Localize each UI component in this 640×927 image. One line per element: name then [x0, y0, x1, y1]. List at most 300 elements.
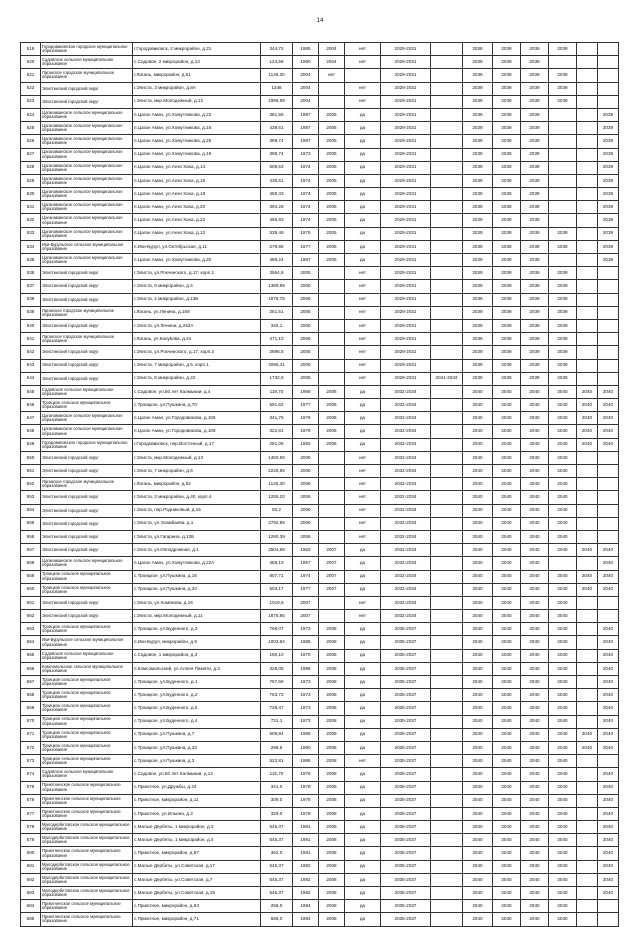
cell-year-built: 1982 — [293, 887, 319, 900]
cell-year-work-1: 2039 — [463, 122, 493, 135]
cell-year-built: 1963 — [293, 544, 319, 557]
table-row — [21, 69, 619, 82]
cell-year-work-2: 2040 — [493, 399, 521, 412]
cell-year-work-3: 2040 — [521, 438, 549, 451]
cell-year-built: 1987 — [293, 254, 319, 267]
cell-year-work-3: 2040 — [521, 662, 549, 675]
cell-period-primary: 2035-2037 — [381, 900, 431, 913]
cell-year-built: 2007 — [293, 610, 319, 623]
cell-period-secondary — [431, 662, 463, 675]
cell-period-secondary — [431, 240, 463, 253]
cell-period-secondary — [431, 385, 463, 398]
cell-year-built: 1973 — [293, 623, 319, 636]
cell-year-work-2: 2039 — [493, 82, 521, 95]
cell-overhaul-flag: нет — [345, 372, 381, 385]
cell-address: г.Лагань, микрорайон, д.52 — [133, 478, 261, 491]
cell-year-work-1: 2040 — [463, 610, 493, 623]
table-row — [21, 43, 619, 56]
cell-address: с.Троицкое, ул.Пушкина, д.70 — [133, 399, 261, 412]
table-row — [21, 161, 619, 174]
cell-period-secondary — [431, 161, 463, 174]
cell-period-secondary — [431, 319, 463, 332]
cell-year-work-4: 2040 — [549, 596, 577, 609]
cell-row-number: 543 — [21, 359, 41, 372]
cell-year-privatization: 2005 — [319, 108, 345, 121]
table-row — [21, 214, 619, 227]
cell-year-work-2: 2040 — [493, 530, 521, 543]
cell-year-work-4: 2040 — [549, 755, 577, 768]
cell-year-work-3: 2040 — [521, 465, 549, 478]
cell-year-built: 1984 — [293, 900, 319, 913]
cell-year-work-3: 2040 — [521, 834, 549, 847]
cell-year-built: 2004 — [293, 69, 319, 82]
cell-area: 503,17 — [261, 583, 293, 596]
cell-period-secondary — [431, 491, 463, 504]
cell-row-number: 519 — [21, 43, 41, 56]
table-row — [21, 399, 619, 412]
cell-year-privatization: 2008 — [319, 860, 345, 873]
cell-area: 1255,20 — [261, 491, 293, 504]
cell-period-secondary — [431, 676, 463, 689]
cell-year-work-6 — [598, 95, 619, 108]
cell-year-built: 1977 — [293, 399, 319, 412]
cell-overhaul-flag: да — [345, 887, 381, 900]
cell-address: г.Элиста, 9 микрорайон, д.4 — [133, 280, 261, 293]
cell-year-work-3: 2039 — [521, 333, 549, 346]
cell-period-primary: 2035-2037 — [381, 807, 431, 820]
cell-year-work-4: 2040 — [549, 583, 577, 596]
table-row — [21, 359, 619, 372]
cell-year-work-6 — [598, 596, 619, 609]
cell-year-work-6: 2040 — [598, 623, 619, 636]
cell-year-work-4: 2040 — [549, 834, 577, 847]
cell-year-built: 1973 — [293, 715, 319, 728]
cell-year-work-4 — [549, 214, 577, 227]
cell-year-work-5 — [577, 56, 598, 69]
cell-year-work-6 — [598, 530, 619, 543]
cell-year-work-4: 2040 — [549, 425, 577, 438]
cell-year-work-4: 2040 — [549, 900, 577, 913]
cell-year-privatization: 2006 — [319, 438, 345, 451]
cell-year-work-5 — [577, 636, 598, 649]
cell-year-privatization: 2008 — [319, 768, 345, 781]
cell-municipality: Элистинский городской округ — [41, 359, 133, 372]
cell-year-work-4: 2040 — [549, 873, 577, 886]
cell-overhaul-flag: нет — [345, 478, 381, 491]
cell-year-privatization — [319, 478, 345, 491]
cell-area: 439,61 — [261, 122, 293, 135]
cell-year-work-2: 2040 — [493, 610, 521, 623]
cell-row-number: 538 — [21, 293, 41, 306]
cell-overhaul-flag: да — [345, 108, 381, 121]
cell-year-built: 1982 — [293, 873, 319, 886]
cell-year-work-1: 2039 — [463, 69, 493, 82]
cell-year-work-1: 2038 — [463, 43, 493, 56]
cell-address: г.Городовиковск, 2 микрорайон, д.21 — [133, 43, 261, 56]
cell-year-work-5 — [577, 95, 598, 108]
cell-period-secondary — [431, 873, 463, 886]
cell-year-work-1: 2040 — [463, 662, 493, 675]
cell-overhaul-flag: нет — [345, 596, 381, 609]
cell-year-work-4: 2040 — [549, 478, 577, 491]
cell-year-built: 2006 — [293, 465, 319, 478]
cell-address: с.Приютное, микрорайон, д.71 — [133, 913, 261, 926]
cell-area: 2896,5 — [261, 346, 293, 359]
cell-year-privatization — [319, 95, 345, 108]
cell-year-work-5 — [577, 860, 598, 873]
cell-row-number: 555 — [21, 517, 41, 530]
cell-row-number: 524 — [21, 108, 41, 121]
cell-area: 545,37 — [261, 887, 293, 900]
table-row — [21, 781, 619, 794]
cell-year-work-3: 2039 — [521, 161, 549, 174]
cell-area: 1460,58 — [261, 451, 293, 464]
table-row — [21, 649, 619, 662]
cell-year-work-2: 2040 — [493, 491, 521, 504]
cell-period-primary: 2032-2034 — [381, 557, 431, 570]
cell-year-built: 1973 — [293, 689, 319, 702]
cell-area: 456,93 — [261, 214, 293, 227]
cell-address: п.Цаган Аман, ул.Акчи Хаха, д.18 — [133, 188, 261, 201]
cell-municipality: Приютненское сельское муниципальное образование — [41, 913, 133, 926]
cell-period-primary: 2032-2034 — [381, 465, 431, 478]
cell-year-work-2: 2040 — [493, 636, 521, 649]
cell-year-work-4 — [549, 161, 577, 174]
cell-year-work-4: 2040 — [549, 517, 577, 530]
cell-period-secondary — [431, 583, 463, 596]
cell-year-work-1: 2039 — [463, 359, 493, 372]
cell-year-work-3: 2039 — [521, 306, 549, 319]
cell-year-built: 1985 — [293, 728, 319, 741]
cell-year-work-4: 2040 — [549, 438, 577, 451]
cell-year-work-1: 2040 — [463, 741, 493, 754]
cell-year-built: 1973 — [293, 702, 319, 715]
cell-municipality: Троицкое сельское муниципальное образование — [41, 715, 133, 728]
table-row — [21, 465, 619, 478]
cell-row-number: 551 — [21, 465, 41, 478]
cell-year-work-5 — [577, 662, 598, 675]
cell-year-work-2: 2040 — [493, 900, 521, 913]
cell-year-work-5 — [577, 913, 598, 926]
cell-municipality: Элистинский городской округ — [41, 319, 133, 332]
cell-period-secondary — [431, 781, 463, 794]
table-row — [21, 135, 619, 148]
cell-period-secondary — [431, 69, 463, 82]
cell-year-work-6 — [598, 56, 619, 69]
cell-year-work-1: 2040 — [463, 702, 493, 715]
cell-year-work-2: 2039 — [493, 122, 521, 135]
cell-year-work-2: 2040 — [493, 689, 521, 702]
cell-area: 728,47 — [261, 702, 293, 715]
cell-year-work-5 — [577, 781, 598, 794]
cell-address: с.Садовое, ул.50 лет Калмыкии, д.4 — [133, 385, 261, 398]
cell-year-work-1: 2039 — [463, 240, 493, 253]
cell-year-work-4: 2040 — [549, 544, 577, 557]
cell-period-secondary — [431, 596, 463, 609]
table-row — [21, 900, 619, 913]
cell-overhaul-flag: да — [345, 201, 381, 214]
cell-year-work-1: 2040 — [463, 821, 493, 834]
cell-year-work-4: 2040 — [549, 715, 577, 728]
cell-period-secondary — [431, 346, 463, 359]
table-row — [21, 56, 619, 69]
cell-municipality: Элистинский городской округ — [41, 517, 133, 530]
cell-year-privatization: 2005 — [319, 214, 345, 227]
cell-period-primary: 2029-2031 — [381, 319, 431, 332]
cell-overhaul-flag: да — [345, 161, 381, 174]
cell-overhaul-flag: да — [345, 873, 381, 886]
cell-year-work-1: 2040 — [463, 491, 493, 504]
cell-year-work-4: 2039 — [549, 333, 577, 346]
cell-period-primary: 2029-2031 — [381, 56, 431, 69]
cell-row-number: 529 — [21, 174, 41, 187]
cell-year-work-5 — [577, 517, 598, 530]
cell-year-built: 1986 — [293, 755, 319, 768]
cell-year-work-6: 2040 — [598, 741, 619, 754]
table-row — [21, 108, 619, 121]
cell-overhaul-flag: нет — [345, 306, 381, 319]
cell-year-work-4: 2039 — [549, 240, 577, 253]
cell-period-secondary — [431, 860, 463, 873]
cell-area: 298,6 — [261, 741, 293, 754]
cell-period-secondary — [431, 306, 463, 319]
cell-overhaul-flag: да — [345, 583, 381, 596]
cell-year-work-1: 2040 — [463, 768, 493, 781]
cell-overhaul-flag: да — [345, 122, 381, 135]
housing-register-table — [20, 42, 619, 927]
cell-municipality: Цаганаманское сельское муниципальное образование — [41, 254, 133, 267]
cell-year-privatization: 2008 — [319, 794, 345, 807]
cell-address: г.Элиста, 7 микрорайон, д.5, корп.1 — [133, 359, 261, 372]
cell-period-secondary — [431, 741, 463, 754]
cell-address: п.Цаган Аман, ул.Акчи Хаха, д.12 — [133, 227, 261, 240]
cell-year-work-1: 2040 — [463, 913, 493, 926]
cell-period-primary: 2032-2034 — [381, 504, 431, 517]
cell-year-work-1: 2040 — [463, 887, 493, 900]
cell-overhaul-flag: да — [345, 438, 381, 451]
cell-period-primary: 2029-2031 — [381, 43, 431, 56]
cell-year-work-6: 2040 — [598, 636, 619, 649]
cell-year-work-1: 2039 — [463, 319, 493, 332]
cell-year-built: 1974 — [293, 188, 319, 201]
cell-area: 279,98 — [261, 240, 293, 253]
cell-municipality: Элистинский городской округ — [41, 465, 133, 478]
cell-year-built: 2004 — [293, 82, 319, 95]
table-row — [21, 267, 619, 280]
cell-year-work-6: 2039 — [598, 108, 619, 121]
table-row — [21, 741, 619, 754]
cell-period-secondary — [431, 148, 463, 161]
cell-period-secondary — [431, 544, 463, 557]
table-row — [21, 227, 619, 240]
cell-year-built: 1986 — [293, 662, 319, 675]
cell-municipality: Троицкое сельское муниципальное образование — [41, 623, 133, 636]
cell-municipality: Цаганаманское сельское муниципальное образование — [41, 108, 133, 121]
cell-period-primary: 2035-2037 — [381, 887, 431, 900]
cell-address: с.Троицкое, ул.Буденного, д.3 — [133, 623, 261, 636]
cell-municipality: Лаганское городское муниципальное образование — [41, 333, 133, 346]
cell-year-work-2: 2040 — [493, 676, 521, 689]
cell-year-built: 1967 — [293, 557, 319, 570]
cell-period-secondary — [431, 267, 463, 280]
cell-year-work-1: 2040 — [463, 715, 493, 728]
cell-period-secondary — [431, 293, 463, 306]
cell-year-work-6: 2040 — [598, 557, 619, 570]
table-row — [21, 254, 619, 267]
cell-year-work-5 — [577, 135, 598, 148]
cell-year-work-6 — [598, 346, 619, 359]
cell-year-privatization: 2005 — [319, 174, 345, 187]
cell-year-work-2: 2039 — [493, 174, 521, 187]
cell-overhaul-flag: да — [345, 649, 381, 662]
cell-period-primary: 2035-2037 — [381, 847, 431, 860]
cell-year-work-6: 2040 — [598, 570, 619, 583]
cell-period-primary: 2029-2031 — [381, 174, 431, 187]
cell-period-primary: 2035-2037 — [381, 676, 431, 689]
cell-address: с.Троицкое, ул.Пушкина, д.16 — [133, 570, 261, 583]
cell-municipality: Приютненское сельское муниципальное образование — [41, 781, 133, 794]
cell-year-work-3: 2040 — [521, 900, 549, 913]
cell-year-work-1: 2039 — [463, 56, 493, 69]
cell-year-work-2: 2039 — [493, 254, 521, 267]
cell-year-work-6: 2040 — [598, 425, 619, 438]
cell-address: г.Элиста, ул.Рокчинского, д.17, корп.1 — [133, 267, 261, 280]
cell-area: 556,0 — [261, 913, 293, 926]
cell-year-work-5 — [577, 69, 598, 82]
cell-year-privatization: 2005 — [319, 122, 345, 135]
cell-year-work-3: 2040 — [521, 596, 549, 609]
cell-municipality: Элистинский городской округ — [41, 491, 133, 504]
cell-overhaul-flag: да — [345, 741, 381, 754]
cell-year-work-2: 2039 — [493, 95, 521, 108]
cell-year-work-3: 2040 — [521, 557, 549, 570]
cell-municipality: Малодербетовское сельское муниципальное образование — [41, 821, 133, 834]
cell-overhaul-flag: нет — [345, 491, 381, 504]
cell-year-privatization: 2006 — [319, 385, 345, 398]
cell-year-built: 1981 — [293, 847, 319, 860]
cell-overhaul-flag: нет — [345, 95, 381, 108]
cell-period-primary: 2035-2037 — [381, 689, 431, 702]
cell-year-work-3: 2040 — [521, 491, 549, 504]
cell-year-work-5 — [577, 807, 598, 820]
cell-period-secondary — [431, 174, 463, 187]
cell-area: 1875,95 — [261, 610, 293, 623]
cell-year-work-3: 2039 — [521, 372, 549, 385]
cell-year-work-1: 2040 — [463, 649, 493, 662]
cell-year-work-2: 2040 — [493, 649, 521, 662]
cell-period-primary: 2035-2037 — [381, 913, 431, 926]
cell-municipality: Троицкое сельское муниципальное образование — [41, 676, 133, 689]
cell-period-primary: 2035-2037 — [381, 781, 431, 794]
cell-period-primary: 2035-2037 — [381, 728, 431, 741]
cell-area: 1878,75 — [261, 293, 293, 306]
cell-area: 489,24 — [261, 254, 293, 267]
cell-year-built: 2006 — [293, 517, 319, 530]
cell-area: 119,70 — [261, 385, 293, 398]
cell-year-privatization — [319, 504, 345, 517]
cell-year-work-3: 2039 — [521, 95, 549, 108]
cell-period-primary: 2032-2034 — [381, 544, 431, 557]
cell-year-work-2: 2040 — [493, 596, 521, 609]
cell-row-number: 568 — [21, 689, 41, 702]
cell-municipality: Цаганаманское сельское муниципальное образование — [41, 122, 133, 135]
cell-year-privatization — [319, 491, 345, 504]
cell-overhaul-flag: да — [345, 689, 381, 702]
cell-year-work-6: 2040 — [598, 860, 619, 873]
cell-row-number: 521 — [21, 69, 41, 82]
cell-year-work-5: 2040 — [577, 412, 598, 425]
cell-period-secondary — [431, 333, 463, 346]
cell-year-work-4: 2040 — [549, 662, 577, 675]
cell-year-work-5 — [577, 254, 598, 267]
cell-row-number: 534 — [21, 240, 41, 253]
cell-year-work-6 — [598, 82, 619, 95]
cell-period-primary: 2035-2037 — [381, 860, 431, 873]
cell-year-work-5 — [577, 676, 598, 689]
cell-area: 329,0 — [261, 807, 293, 820]
cell-address: с.Приютное, ул.Ильина, д.2 — [133, 807, 261, 820]
cell-address: г.Элиста, ул.Гагарина, д.12Б — [133, 530, 261, 543]
cell-year-work-1: 2039 — [463, 372, 493, 385]
table-row — [21, 662, 619, 675]
cell-year-work-1: 2040 — [463, 807, 493, 820]
cell-row-number: 578 — [21, 821, 41, 834]
cell-municipality: Цаганаманское сельское муниципальное образование — [41, 188, 133, 201]
cell-year-work-4: 2039 — [549, 82, 577, 95]
cell-overhaul-flag: да — [345, 623, 381, 636]
cell-year-work-2: 2039 — [493, 227, 521, 240]
table-row — [21, 504, 619, 517]
cell-year-work-6: 2040 — [598, 807, 619, 820]
cell-row-number: 559 — [21, 570, 41, 583]
cell-year-work-6: 2039 — [598, 201, 619, 214]
cell-overhaul-flag: да — [345, 715, 381, 728]
cell-overhaul-flag: да — [345, 135, 381, 148]
cell-year-work-3: 2040 — [521, 649, 549, 662]
cell-year-work-5 — [577, 847, 598, 860]
cell-year-work-4: 2039 — [549, 319, 577, 332]
cell-period-secondary — [431, 755, 463, 768]
cell-period-secondary — [431, 821, 463, 834]
cell-period-primary: 2035-2037 — [381, 768, 431, 781]
cell-area: 438,51 — [261, 174, 293, 187]
cell-municipality: Троицкое сельское муниципальное образование — [41, 741, 133, 754]
cell-year-work-4: 2040 — [549, 399, 577, 412]
cell-address: с.Малые Дербеты, 1 микрорайон, д.3 — [133, 821, 261, 834]
cell-year-privatization: 2008 — [319, 715, 345, 728]
cell-year-work-1: 2039 — [463, 306, 493, 319]
cell-overhaul-flag: нет — [345, 517, 381, 530]
cell-year-work-3: 2040 — [521, 425, 549, 438]
table-row — [21, 715, 619, 728]
cell-municipality: Цаганаманское сельское муниципальное образование — [41, 148, 133, 161]
cell-period-secondary — [431, 728, 463, 741]
cell-area: 309,0 — [261, 794, 293, 807]
cell-year-work-2: 2040 — [493, 834, 521, 847]
cell-row-number: 520 — [21, 56, 41, 69]
cell-period-primary: 2035-2037 — [381, 755, 431, 768]
cell-year-work-6: 2040 — [598, 715, 619, 728]
cell-year-work-2: 2040 — [493, 623, 521, 636]
cell-year-work-3: 2040 — [521, 702, 549, 715]
cell-overhaul-flag: нет — [345, 755, 381, 768]
cell-period-primary: 2029-2031 — [381, 188, 431, 201]
cell-area: 258,0 — [261, 900, 293, 913]
cell-year-work-5 — [577, 359, 598, 372]
cell-year-built: 1974 — [293, 161, 319, 174]
cell-period-primary: 2032-2034 — [381, 399, 431, 412]
cell-period-secondary — [431, 95, 463, 108]
